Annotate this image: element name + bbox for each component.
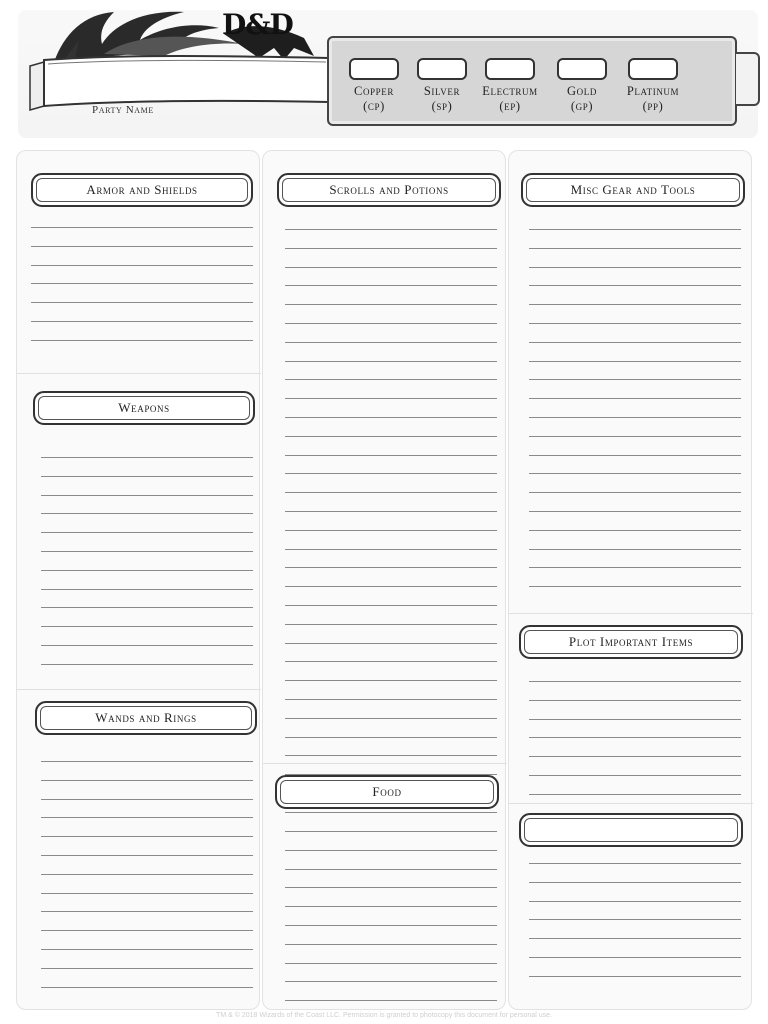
weapons-lines[interactable] xyxy=(41,457,253,683)
party-name-label: Party Name xyxy=(92,104,154,116)
writing-line[interactable] xyxy=(41,874,253,875)
writing-line[interactable] xyxy=(41,551,253,552)
writing-line[interactable] xyxy=(529,567,741,568)
writing-line[interactable] xyxy=(285,661,497,662)
writing-line[interactable] xyxy=(285,267,497,268)
coin-name: Silver xyxy=(423,84,461,98)
column-left xyxy=(16,150,260,1010)
writing-line[interactable] xyxy=(285,586,497,587)
section-title-plot: Plot Important Items xyxy=(519,625,743,659)
writing-line[interactable] xyxy=(529,957,741,958)
writing-line[interactable] xyxy=(285,869,497,870)
column-right xyxy=(508,150,752,1010)
coin-abbr: (sp) xyxy=(431,99,453,113)
writing-line[interactable] xyxy=(529,379,741,380)
writing-line[interactable] xyxy=(529,919,741,920)
writing-line[interactable] xyxy=(285,473,497,474)
section-title-scrolls: Scrolls and Potions xyxy=(277,173,501,207)
section-title-weapons: Weapons xyxy=(33,391,255,425)
writing-line[interactable] xyxy=(529,248,741,249)
writing-line[interactable] xyxy=(41,607,253,608)
writing-line[interactable] xyxy=(529,794,741,795)
writing-line[interactable] xyxy=(285,699,497,700)
writing-line[interactable] xyxy=(285,567,497,568)
writing-line[interactable] xyxy=(285,643,497,644)
writing-line[interactable] xyxy=(285,379,497,380)
blank-section-lines[interactable] xyxy=(529,863,741,995)
sheet-header xyxy=(0,0,768,140)
writing-line[interactable] xyxy=(31,321,253,322)
section-title-blank[interactable] xyxy=(519,813,743,847)
writing-line[interactable] xyxy=(41,987,253,988)
writing-line[interactable] xyxy=(285,1000,497,1001)
writing-line[interactable] xyxy=(285,755,497,756)
writing-line[interactable] xyxy=(285,737,497,738)
writing-line[interactable] xyxy=(41,532,253,533)
writing-line[interactable] xyxy=(285,624,497,625)
writing-line[interactable] xyxy=(41,817,253,818)
misc-lines[interactable] xyxy=(529,229,741,605)
section-title-food: Food xyxy=(275,775,499,809)
writing-line[interactable] xyxy=(529,938,741,939)
writing-line[interactable] xyxy=(285,887,497,888)
writing-line[interactable] xyxy=(529,229,741,230)
writing-line[interactable] xyxy=(41,513,253,514)
writing-line[interactable] xyxy=(529,285,741,286)
coin-gold xyxy=(551,58,613,114)
writing-line[interactable] xyxy=(529,267,741,268)
writing-line[interactable] xyxy=(285,605,497,606)
writing-line[interactable] xyxy=(285,492,497,493)
writing-line[interactable] xyxy=(285,398,497,399)
writing-line[interactable] xyxy=(529,417,741,418)
writing-line[interactable] xyxy=(529,455,741,456)
section-divider xyxy=(509,803,753,804)
writing-line[interactable] xyxy=(529,882,741,883)
writing-line[interactable] xyxy=(529,530,741,531)
writing-line[interactable] xyxy=(529,304,741,305)
writing-line[interactable] xyxy=(285,549,497,550)
coin-copper xyxy=(343,58,405,114)
writing-line[interactable] xyxy=(529,511,741,512)
column-middle xyxy=(262,150,506,1010)
gold-field[interactable] xyxy=(557,58,607,80)
section-title-armor: Armor and Shields xyxy=(31,173,253,207)
writing-line[interactable] xyxy=(285,342,497,343)
writing-line[interactable] xyxy=(529,586,741,587)
coin-name: Electrum xyxy=(482,84,538,98)
writing-line[interactable] xyxy=(41,761,253,762)
writing-line[interactable] xyxy=(285,285,497,286)
section-divider xyxy=(17,689,261,690)
section-title-misc: Misc Gear and Tools xyxy=(521,173,745,207)
writing-line[interactable] xyxy=(41,855,253,856)
writing-line[interactable] xyxy=(41,664,253,665)
writing-line[interactable] xyxy=(41,799,253,800)
writing-line[interactable] xyxy=(529,473,741,474)
writing-line[interactable] xyxy=(529,681,741,682)
coin-abbr: (ep) xyxy=(499,99,521,113)
coin-name: Gold xyxy=(567,84,597,98)
writing-line[interactable] xyxy=(41,780,253,781)
writing-line[interactable] xyxy=(41,495,253,496)
writing-line[interactable] xyxy=(285,436,497,437)
writing-line[interactable] xyxy=(285,455,497,456)
writing-line[interactable] xyxy=(41,911,253,912)
writing-line[interactable] xyxy=(529,719,741,720)
writing-line[interactable] xyxy=(285,229,497,230)
coin-panel xyxy=(327,36,737,126)
writing-line[interactable] xyxy=(285,323,497,324)
writing-line[interactable] xyxy=(41,626,253,627)
writing-line[interactable] xyxy=(285,304,497,305)
writing-line[interactable] xyxy=(529,863,741,864)
coin-abbr: (pp) xyxy=(642,99,664,113)
writing-line[interactable] xyxy=(41,836,253,837)
writing-line[interactable] xyxy=(285,831,497,832)
writing-line[interactable] xyxy=(285,718,497,719)
writing-line[interactable] xyxy=(529,756,741,757)
coin-name: Platinum xyxy=(626,84,680,98)
section-divider xyxy=(17,373,261,374)
writing-line[interactable] xyxy=(529,737,741,738)
writing-line[interactable] xyxy=(31,265,253,266)
writing-line[interactable] xyxy=(31,227,253,228)
plot-lines[interactable] xyxy=(529,681,741,813)
section-divider xyxy=(509,613,753,614)
writing-line[interactable] xyxy=(529,323,741,324)
silver-field[interactable] xyxy=(417,58,467,80)
writing-line[interactable] xyxy=(529,492,741,493)
writing-line[interactable] xyxy=(41,457,253,458)
coin-name: Copper xyxy=(354,84,394,98)
writing-line[interactable] xyxy=(285,850,497,851)
section-title-wands: Wands and Rings xyxy=(35,701,257,735)
coin-silver xyxy=(411,58,473,114)
writing-line[interactable] xyxy=(285,511,497,512)
writing-line[interactable] xyxy=(529,398,741,399)
dnd-logo: D&D xyxy=(222,8,293,41)
writing-line[interactable] xyxy=(529,436,741,437)
coin-electrum xyxy=(479,58,541,114)
writing-line[interactable] xyxy=(285,248,497,249)
platinum-field[interactable] xyxy=(628,58,678,80)
writing-line[interactable] xyxy=(285,906,497,907)
section-divider xyxy=(263,763,507,764)
coin-abbr: (gp) xyxy=(570,99,594,113)
scrolls-lines[interactable] xyxy=(285,229,497,831)
armor-lines[interactable] xyxy=(31,227,253,359)
writing-line[interactable] xyxy=(285,530,497,531)
writing-line[interactable] xyxy=(41,930,253,931)
writing-line[interactable] xyxy=(41,476,253,477)
wands-lines[interactable] xyxy=(41,761,253,1005)
writing-line[interactable] xyxy=(285,925,497,926)
writing-line[interactable] xyxy=(41,968,253,969)
writing-line[interactable] xyxy=(41,893,253,894)
writing-line[interactable] xyxy=(529,361,741,362)
copyright-footer: TM & © 2018 Wizards of the Coast LLC. Permission is granted to photocopy this document for personal use. xyxy=(216,1012,552,1019)
electrum-field[interactable] xyxy=(485,58,535,80)
food-lines[interactable] xyxy=(285,831,497,1019)
writing-line[interactable] xyxy=(41,570,253,571)
writing-line[interactable] xyxy=(529,775,741,776)
writing-line[interactable] xyxy=(529,342,741,343)
writing-line[interactable] xyxy=(285,680,497,681)
writing-line[interactable] xyxy=(529,901,741,902)
writing-line[interactable] xyxy=(41,589,253,590)
copper-field[interactable] xyxy=(349,58,399,80)
writing-line[interactable] xyxy=(31,302,253,303)
writing-line[interactable] xyxy=(285,963,497,964)
party-name-banner xyxy=(28,52,328,114)
writing-line[interactable] xyxy=(41,949,253,950)
coin-abbr: (cp) xyxy=(363,99,385,113)
writing-line[interactable] xyxy=(285,981,497,982)
coin-platinum xyxy=(622,58,684,114)
writing-line[interactable] xyxy=(529,976,741,977)
writing-line[interactable] xyxy=(285,944,497,945)
coin-panel-endcap xyxy=(736,52,760,106)
writing-line[interactable] xyxy=(285,361,497,362)
writing-line[interactable] xyxy=(31,283,253,284)
writing-line[interactable] xyxy=(31,340,253,341)
writing-line[interactable] xyxy=(529,700,741,701)
writing-line[interactable] xyxy=(41,645,253,646)
writing-line[interactable] xyxy=(285,417,497,418)
writing-line[interactable] xyxy=(529,549,741,550)
writing-line[interactable] xyxy=(285,812,497,813)
writing-line[interactable] xyxy=(31,246,253,247)
